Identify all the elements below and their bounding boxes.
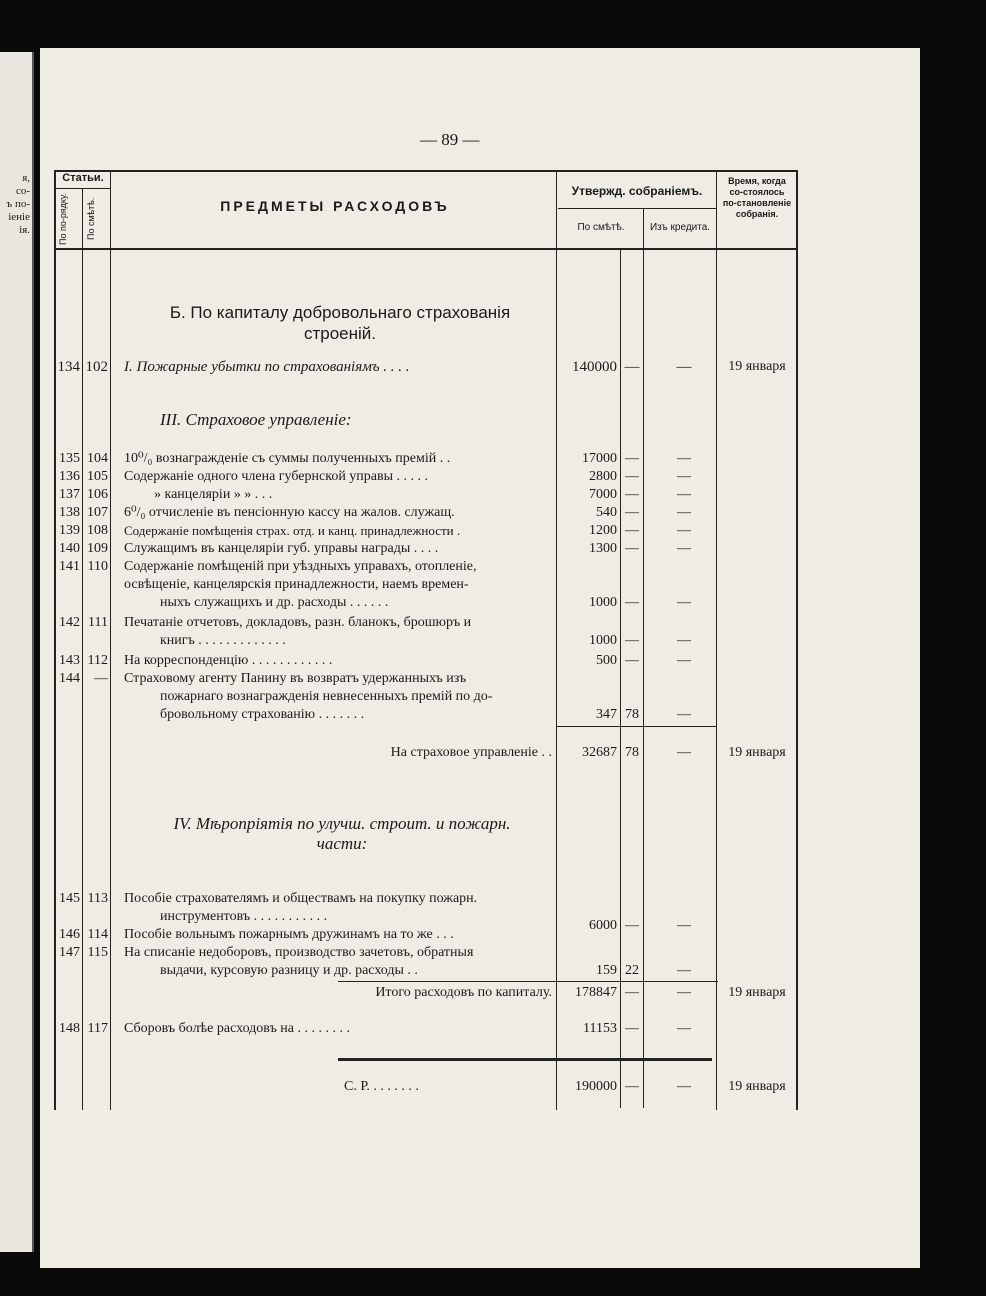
header-subjects: ПРЕДМЕТЫ РАСХОДОВЪ xyxy=(220,198,450,214)
section-b-line: строеній. xyxy=(303,324,377,343)
credit: — xyxy=(677,451,691,466)
col-rule xyxy=(110,170,111,1110)
grand-total-rule xyxy=(338,1058,712,1061)
credit: — xyxy=(677,707,691,722)
credit: — xyxy=(677,1079,691,1094)
smeta-number: 110 xyxy=(87,559,108,574)
left-page-edge xyxy=(0,52,34,1252)
row-description: Содержаніе одного члена губернской управы . . . . . xyxy=(124,469,429,484)
header-col-order: По по-рядку. xyxy=(58,192,68,246)
subsection-iv-line: IV. Мѣропріятія по улучш. строит. и пожарн. xyxy=(173,814,511,833)
page-number: — 89 — xyxy=(420,130,480,149)
credit: — xyxy=(677,963,691,978)
subtotal-label: На страховое управленіе . . xyxy=(390,745,552,760)
credit: — xyxy=(677,653,691,668)
amount: 159 xyxy=(596,963,617,978)
row-number: 134 xyxy=(57,359,80,375)
row-description: книгъ . . . . . . . . . . . . . xyxy=(160,633,286,648)
credit: — xyxy=(677,523,691,538)
kopecks: — xyxy=(625,523,639,538)
credit: — xyxy=(677,918,691,933)
row-number: 144 xyxy=(59,671,80,686)
subsection-iii-title: III. Страховое управленіе: xyxy=(160,410,352,429)
row-description: инструментовъ . . . . . . . . . . . xyxy=(160,909,328,924)
kopecks: — xyxy=(625,451,639,466)
smeta-number: 114 xyxy=(87,927,108,942)
kopecks: — xyxy=(625,1021,639,1036)
decision-date: 19 января xyxy=(728,1079,786,1094)
kopecks: — xyxy=(625,653,639,668)
decision-date: 19 января xyxy=(728,745,786,760)
decision-date: 19 января xyxy=(728,359,786,374)
row-number: 146 xyxy=(59,927,80,942)
smeta-number: 102 xyxy=(85,359,108,375)
row-number: 142 xyxy=(59,615,80,630)
amount: 347 xyxy=(596,707,617,722)
credit: — xyxy=(677,469,691,484)
amount: 540 xyxy=(596,505,617,520)
table-top-rule xyxy=(54,170,798,172)
col-rule xyxy=(82,188,83,1110)
credit: — xyxy=(677,985,691,1000)
credit: — xyxy=(677,505,691,520)
left-page-fragment xyxy=(0,52,32,237)
header-time: Время, когда со-стоялось по-становленіе собранія. xyxy=(722,176,792,219)
row-description: Пособіе вольнымъ пожарнымъ дружинамъ на то же . . . xyxy=(124,927,454,942)
row-number: 143 xyxy=(59,653,80,668)
row-description: 10⁰/₀ вознагражденіе съ суммы полученныхъ премій . . xyxy=(124,451,451,466)
row-description: » канцеляріи » » . . . xyxy=(154,487,273,502)
row-number: 140 xyxy=(59,541,80,556)
smeta-number: 107 xyxy=(87,505,108,520)
amount: 1300 xyxy=(589,541,617,556)
kopecks: — xyxy=(625,541,639,556)
smeta-number: 115 xyxy=(87,945,108,960)
amount: 1000 xyxy=(589,633,617,648)
row-description: пожарнаго вознагражденія невнесенныхъ премій по до- xyxy=(160,689,493,704)
credit: — xyxy=(676,359,692,375)
amount: 1200 xyxy=(589,523,617,538)
row-number: 145 xyxy=(59,891,80,906)
kopecks: 78 xyxy=(625,707,639,722)
smeta-number: 105 xyxy=(87,469,108,484)
decision-date: 19 января xyxy=(728,985,786,1000)
kopecks: — xyxy=(625,595,639,610)
amount: 7000 xyxy=(589,487,617,502)
row-description: бровольному страхованію . . . . . . . xyxy=(160,707,365,722)
row-description: Содержаніе помѣщенія страх. отд. и канц. принадлежности . xyxy=(124,523,461,538)
col-rule xyxy=(796,170,798,1110)
row-number: 148 xyxy=(59,1021,80,1036)
smeta-number: 108 xyxy=(87,523,108,538)
row-description: Печатаніе отчетовъ, докладовъ, разн. бланокъ, брошюръ и xyxy=(124,615,472,630)
row-number: 137 xyxy=(59,487,80,502)
total-label: Итого расходовъ по капиталу. xyxy=(375,985,552,1000)
approved-rule xyxy=(558,208,716,209)
header-approved: Утвержд. собраніемъ. xyxy=(571,184,703,198)
row-description: Страховому агенту Панину въ возвратъ удержанныхъ изъ xyxy=(124,671,467,686)
col-rule xyxy=(54,170,56,1110)
row-number: 139 xyxy=(59,523,80,538)
amount: 11153 xyxy=(583,1021,617,1036)
row-description: Сборовъ болѣе расходовъ на . . . . . . . . xyxy=(124,1021,351,1036)
row-description: освѣщеніе, канцелярскія принадлежности, наемъ времен- xyxy=(124,577,469,592)
section-b-line: Б. По капиталу добровольнаго страхованія xyxy=(169,303,511,322)
amount: 17000 xyxy=(582,451,617,466)
amount: 1000 xyxy=(589,595,617,610)
amount: 2800 xyxy=(589,469,617,484)
amount: 140000 xyxy=(572,359,617,375)
subtotal-rule xyxy=(338,981,718,982)
kopecks: — xyxy=(625,487,639,502)
credit: — xyxy=(677,541,691,556)
row-number: 138 xyxy=(59,505,80,520)
kopecks: — xyxy=(624,359,640,375)
document-page xyxy=(40,48,920,1268)
amount: 190000 xyxy=(575,1079,617,1094)
kopecks: — xyxy=(625,633,639,648)
credit: — xyxy=(677,745,691,760)
smeta-number: 109 xyxy=(87,541,108,556)
row-description: На корреспонденцію . . . . . . . . . . . . xyxy=(124,653,333,668)
credit: — xyxy=(677,595,691,610)
credit: — xyxy=(677,487,691,502)
amount: 500 xyxy=(596,653,617,668)
subsection-iv-title xyxy=(132,814,552,854)
row-number: 135 xyxy=(59,451,80,466)
smeta-number: — xyxy=(94,671,108,686)
fragment-line: со- xyxy=(15,185,30,197)
row-description: 6⁰/₀ отчисленіе въ пенсіонную кассу на жалов. служащ. xyxy=(124,505,455,520)
grand-total-label: С. Р. . . . . . . . xyxy=(344,1079,419,1094)
smeta-number: 104 xyxy=(87,451,108,466)
col-rule xyxy=(643,208,644,1108)
smeta-number: 112 xyxy=(87,653,108,668)
kopecks: — xyxy=(625,1079,639,1094)
smeta-number: 111 xyxy=(88,615,108,630)
subtotal-rule xyxy=(556,726,716,727)
row-number: 136 xyxy=(59,469,80,484)
row-description: ныхъ служащихъ и др. расходы . . . . . . xyxy=(160,595,389,610)
row-description: Содержаніе помѣщеній при уѣздныхъ управахъ, отопленіе, xyxy=(124,559,477,574)
fragment-line: ъ по- xyxy=(6,198,30,210)
smeta-number: 106 xyxy=(87,487,108,502)
amount: 178847 xyxy=(575,985,617,1000)
credit: — xyxy=(677,633,691,648)
row-description: Пособіе страхователямъ и обществамъ на покупку пожарн. xyxy=(124,891,478,906)
amount: 32687 xyxy=(582,745,617,760)
fragment-line: ія. xyxy=(19,224,30,236)
header-from-credit: Изъ кредита. xyxy=(649,222,711,233)
header-articles: Статьи. xyxy=(62,172,104,184)
kopecks: — xyxy=(625,505,639,520)
fragment-line: іеніе xyxy=(8,211,30,223)
fragment-line: я, xyxy=(22,172,30,184)
row-description: Служащимъ въ канцеляріи губ. управы награды . . . . xyxy=(124,541,439,556)
header-col-smeta: По смѣтѣ. xyxy=(86,197,96,241)
smeta-number: 113 xyxy=(87,891,108,906)
section-b-title xyxy=(130,302,550,344)
header-bottom-rule xyxy=(54,248,798,250)
kopecks: 78 xyxy=(625,745,639,760)
row-number: 147 xyxy=(59,945,80,960)
row-description: I. Пожарные убытки по страхованіямъ . . . . xyxy=(124,359,410,375)
kopecks: 22 xyxy=(625,963,639,978)
kopecks: — xyxy=(625,985,639,1000)
row-description: На списаніе недоборовъ, производство зачетовъ, обратныя xyxy=(124,945,474,960)
row-number: 141 xyxy=(59,559,80,574)
credit: — xyxy=(677,1021,691,1036)
subsection-iv-line: части: xyxy=(316,834,368,853)
amount: 6000 xyxy=(589,918,617,933)
kopecks: — xyxy=(625,918,639,933)
header-by-smeta: По смѣтѣ. xyxy=(577,222,625,233)
smeta-number: 117 xyxy=(87,1021,108,1036)
kopecks: — xyxy=(625,469,639,484)
row-description: выдачи, курсовую разницу и др. расходы . . xyxy=(160,963,418,978)
